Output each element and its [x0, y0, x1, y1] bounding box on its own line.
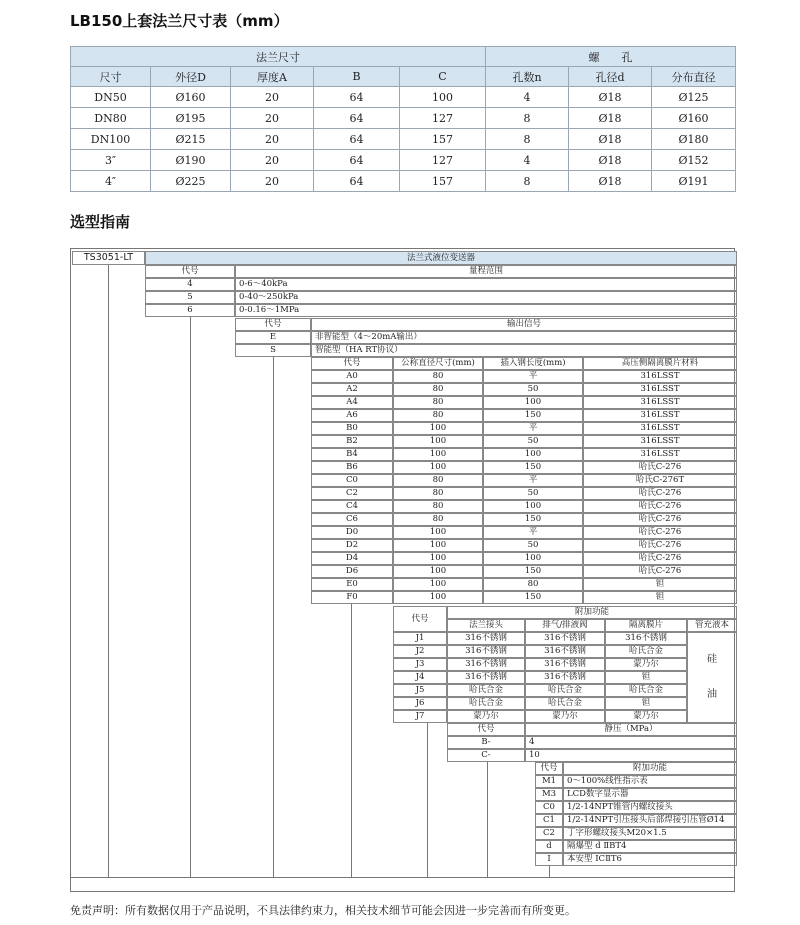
column-header: 厚度A — [231, 67, 314, 87]
extra-cell: 哈氏合金 — [525, 684, 605, 697]
table-cell: Ø180 — [652, 129, 736, 150]
flange-cell: 80 — [393, 370, 483, 383]
flange-cell: 316LSST — [583, 370, 737, 383]
flange-cell: 100 — [393, 565, 483, 578]
flange-cell: 80 — [393, 500, 483, 513]
table-cell: Ø18 — [569, 150, 652, 171]
flange-cell: 100 — [483, 500, 583, 513]
fill-liquid-cell — [687, 632, 737, 723]
range-code: 5 — [145, 291, 235, 304]
extra-sub-header: 排气/排液阀 — [525, 619, 605, 632]
flange-cell: 150 — [483, 409, 583, 422]
table-row — [71, 108, 736, 129]
flange-cell: 100 — [393, 422, 483, 435]
flange-cell: C6 — [311, 513, 393, 526]
extra-cell: J3 — [393, 658, 447, 671]
flange-cell: 哈氏C-276 — [583, 487, 737, 500]
flange-cell: 316LSST — [583, 383, 737, 396]
options-connector — [487, 762, 488, 877]
flange-cell: 平 — [483, 370, 583, 383]
flange-cell: 316LSST — [583, 409, 737, 422]
model-code: TS3051-LT — [72, 251, 145, 265]
flange-cell: 100 — [393, 591, 483, 604]
flange-cell: 平 — [483, 422, 583, 435]
flange-cell: 哈氏C-276 — [583, 565, 737, 578]
extra-cell: 哈氏合金 — [447, 697, 525, 710]
flange-cell: 哈氏C-276 — [583, 461, 737, 474]
table-row — [71, 129, 736, 150]
extra-cell: 哈氏合金 — [605, 645, 687, 658]
table-cell: DN100 — [71, 129, 151, 150]
column-header: 外径D — [151, 67, 231, 87]
extra-header: 附加功能 — [447, 606, 737, 619]
extra-cell: J4 — [393, 671, 447, 684]
output-value: 智能型（HA RT协议） — [311, 344, 737, 357]
flange-cell: 哈氏C-276 — [583, 500, 737, 513]
flange-cell: 哈氏C-276 — [583, 539, 737, 552]
flange-cell: 316LSST — [583, 435, 737, 448]
flange-cell: 100 — [483, 448, 583, 461]
bolt-hole-group-header: 螺 孔 — [486, 47, 736, 67]
table-cell: Ø215 — [151, 129, 231, 150]
flange-cell: 316LSST — [583, 396, 737, 409]
extra-cell: 蒙乃尔 — [605, 658, 687, 671]
table-cell: 8 — [486, 108, 569, 129]
flange-cell: B0 — [311, 422, 393, 435]
extra-cell: 316不锈钢 — [447, 645, 525, 658]
flange-cell: A6 — [311, 409, 393, 422]
table-cell: 64 — [314, 171, 400, 192]
flange-cell: 100 — [393, 539, 483, 552]
table-row — [71, 150, 736, 171]
column-header: 尺寸 — [71, 67, 151, 87]
flange-size-group-header: 法兰尺寸 — [71, 47, 486, 67]
option-value: 丁字形螺纹接头M20×1.5 — [563, 827, 737, 840]
table-cell: 4 — [486, 150, 569, 171]
table-cell: Ø225 — [151, 171, 231, 192]
column-header: B — [314, 67, 400, 87]
table-cell: 20 — [231, 171, 314, 192]
range-value: 0-40～250kPa — [235, 291, 737, 304]
flange-cell: D4 — [311, 552, 393, 565]
flange-cell: 100 — [393, 448, 483, 461]
flange-cell: 哈氏C-276 — [583, 513, 737, 526]
range-connector — [108, 265, 109, 877]
flange-cell: 150 — [483, 461, 583, 474]
pressure-header: 静压（MPa） — [525, 723, 737, 736]
flange-cell: 哈氏C-276 — [583, 526, 737, 539]
table-cell: 20 — [231, 150, 314, 171]
flange-connector — [273, 357, 274, 877]
flange-cell: 150 — [483, 565, 583, 578]
table-cell: 157 — [400, 171, 486, 192]
table-cell: 64 — [314, 87, 400, 108]
flange-cell: 150 — [483, 513, 583, 526]
flange-cell: A4 — [311, 396, 393, 409]
option-header: 附加功能 — [563, 762, 737, 775]
extra-cell: J6 — [393, 697, 447, 710]
flange-cell: D6 — [311, 565, 393, 578]
pressure-code: B- — [447, 736, 525, 749]
flange-cell: 平 — [483, 474, 583, 487]
flange-cell: 50 — [483, 487, 583, 500]
extra-cell: J2 — [393, 645, 447, 658]
flange-cell: B2 — [311, 435, 393, 448]
option-value: 0～100%线性指示表 — [563, 775, 737, 788]
table-cell: Ø191 — [652, 171, 736, 192]
flange-cell: 50 — [483, 383, 583, 396]
pressure-code-header: 代号 — [447, 723, 525, 736]
table-cell: 64 — [314, 150, 400, 171]
flange-cell: 100 — [393, 435, 483, 448]
extra-cell: 哈氏合金 — [605, 684, 687, 697]
flange-cell: 80 — [393, 513, 483, 526]
extra-cell: 316不锈钢 — [447, 658, 525, 671]
extra-cell: 钽 — [605, 671, 687, 684]
pressure-connector — [427, 723, 428, 877]
range-code: 6 — [145, 304, 235, 317]
table-cell: Ø160 — [151, 87, 231, 108]
flange-cell: 80 — [393, 383, 483, 396]
table-row — [71, 87, 736, 108]
output-value: 非智能型（4～20mA输出） — [311, 331, 737, 344]
flange-size-table-title: LB150上套法兰尺寸表（mm） — [70, 12, 289, 30]
option-code: d — [535, 840, 563, 853]
extra-cell: J7 — [393, 710, 447, 723]
range-value: 0-6～40kPa — [235, 278, 737, 291]
option-code: M3 — [535, 788, 563, 801]
flange-cell: 100 — [483, 396, 583, 409]
table-cell: Ø18 — [569, 129, 652, 150]
flange-cell: 80 — [393, 474, 483, 487]
extra-cell: 哈氏合金 — [525, 697, 605, 710]
selection-guide-title: 选型指南 — [70, 213, 131, 231]
table-cell: 8 — [486, 171, 569, 192]
extra-cell: 蒙乃尔 — [605, 710, 687, 723]
table-cell: 100 — [400, 87, 486, 108]
extra-cell: 316不锈钢 — [525, 632, 605, 645]
table-cell: DN80 — [71, 108, 151, 129]
option-value: 本安型 ⅠCⅡT6 — [563, 853, 737, 866]
output-code-header: 代号 — [235, 318, 311, 331]
fill-liquid-char: 油 — [707, 688, 717, 700]
column-header: 孔径d — [569, 67, 652, 87]
table-cell: 127 — [400, 108, 486, 129]
flange-cell: 80 — [483, 578, 583, 591]
flange-size-table — [70, 46, 736, 192]
option-value: 隔爆型 d ⅡBT4 — [563, 840, 737, 853]
flange-cell: 80 — [393, 396, 483, 409]
table-cell: 64 — [314, 108, 400, 129]
table-cell: Ø18 — [569, 87, 652, 108]
flange-cell: 钽 — [583, 591, 737, 604]
flange-column-header: 插入钢长度(mm) — [483, 357, 583, 370]
flange-cell: 钽 — [583, 578, 737, 591]
extra-cell: 316不锈钢 — [525, 658, 605, 671]
extra-cell: 哈氏合金 — [447, 684, 525, 697]
extra-cell: 蒙乃尔 — [525, 710, 605, 723]
table-cell: 64 — [314, 129, 400, 150]
output-code: S — [235, 344, 311, 357]
option-code: M1 — [535, 775, 563, 788]
guide-bottom-divider — [71, 877, 734, 878]
flange-cell: 哈氏C-276 — [583, 552, 737, 565]
pressure-value: 10 — [525, 749, 737, 762]
flange-cell: 100 — [393, 526, 483, 539]
flange-cell: B6 — [311, 461, 393, 474]
table-cell: 4 — [486, 87, 569, 108]
option-code: C2 — [535, 827, 563, 840]
extra-cell: 316不锈钢 — [447, 671, 525, 684]
table-cell: Ø190 — [151, 150, 231, 171]
flange-cell: A0 — [311, 370, 393, 383]
flange-cell: 316LSST — [583, 448, 737, 461]
flange-column-header: 公称直径尺寸(mm) — [393, 357, 483, 370]
flange-cell: 150 — [483, 591, 583, 604]
table-cell: 20 — [231, 129, 314, 150]
extra-sub-header: 法兰接头 — [447, 619, 525, 632]
extra-cell: 316不锈钢 — [525, 645, 605, 658]
option-code: I — [535, 853, 563, 866]
column-header: 分布直径 — [652, 67, 736, 87]
table-cell: 20 — [231, 87, 314, 108]
flange-cell: A2 — [311, 383, 393, 396]
extra-sub-header: 隔离膜片 — [605, 619, 687, 632]
table-cell: 127 — [400, 150, 486, 171]
extra-cell: 316不锈钢 — [525, 671, 605, 684]
table-cell: 8 — [486, 129, 569, 150]
flange-cell: C2 — [311, 487, 393, 500]
selection-guide — [70, 248, 735, 892]
extra-connector — [351, 604, 352, 877]
extra-cell: 钽 — [605, 697, 687, 710]
table-cell: Ø18 — [569, 171, 652, 192]
flange-cell: C4 — [311, 500, 393, 513]
option-value: 1/2-14NPT引压接头后部焊接引压管Ø14 — [563, 814, 737, 827]
flange-column-header: 代号 — [311, 357, 393, 370]
flange-cell: C0 — [311, 474, 393, 487]
extra-sub-header: 管充液本 — [687, 619, 737, 632]
flange-cell: E0 — [311, 578, 393, 591]
options-end-connector — [549, 866, 550, 877]
option-code: C0 — [535, 801, 563, 814]
option-code-header: 代号 — [535, 762, 563, 775]
model-description: 法兰式液位变送器 — [145, 251, 737, 265]
flange-cell: 平 — [483, 526, 583, 539]
table-cell: 3″ — [71, 150, 151, 171]
table-cell: DN50 — [71, 87, 151, 108]
table-cell: Ø125 — [652, 87, 736, 108]
extra-cell: 316不锈钢 — [447, 632, 525, 645]
range-header: 量程范围 — [235, 265, 737, 278]
disclaimer: 免责声明：所有数据仅用于产品说明，不具法律约束力，相关技术细节可能会因进一步完善而有所变更。 — [70, 904, 576, 917]
flange-cell: 哈氏C-276T — [583, 474, 737, 487]
pressure-code: C- — [447, 749, 525, 762]
range-value: 0-0.16～1MPa — [235, 304, 737, 317]
extra-cell: 316不锈钢 — [605, 632, 687, 645]
extra-cell: J5 — [393, 684, 447, 697]
table-cell: Ø195 — [151, 108, 231, 129]
flange-cell: 50 — [483, 435, 583, 448]
table-row — [71, 171, 736, 192]
flange-cell: 100 — [393, 461, 483, 474]
option-value: 1/2-14NPT锥管内螺纹接头 — [563, 801, 737, 814]
flange-column-header: 高压侧隔离膜片材料 — [583, 357, 737, 370]
output-header: 输出信号 — [311, 318, 737, 331]
output-code: E — [235, 331, 311, 344]
table-cell: Ø160 — [652, 108, 736, 129]
flange-cell: 100 — [393, 552, 483, 565]
flange-cell: 50 — [483, 539, 583, 552]
range-code-header: 代号 — [145, 265, 235, 278]
range-code: 4 — [145, 278, 235, 291]
option-value: LCD数字显示器 — [563, 788, 737, 801]
table-cell: 20 — [231, 108, 314, 129]
table-cell: Ø152 — [652, 150, 736, 171]
table-cell: 157 — [400, 129, 486, 150]
extra-cell: 蒙乃尔 — [447, 710, 525, 723]
column-header: C — [400, 67, 486, 87]
option-code: C1 — [535, 814, 563, 827]
flange-cell: F0 — [311, 591, 393, 604]
flange-cell: 80 — [393, 487, 483, 500]
fill-liquid-char: 硅 — [707, 654, 717, 666]
column-header: 孔数n — [486, 67, 569, 87]
extra-cell: J1 — [393, 632, 447, 645]
flange-cell: D2 — [311, 539, 393, 552]
pressure-value: 4 — [525, 736, 737, 749]
extra-code-header: 代号 — [393, 606, 447, 632]
flange-cell: 316LSST — [583, 422, 737, 435]
flange-cell: D0 — [311, 526, 393, 539]
output-connector — [190, 317, 191, 877]
flange-cell: 80 — [393, 409, 483, 422]
table-cell: Ø18 — [569, 108, 652, 129]
flange-cell: 100 — [483, 552, 583, 565]
flange-cell: 100 — [393, 578, 483, 591]
table-cell: 4″ — [71, 171, 151, 192]
flange-cell: B4 — [311, 448, 393, 461]
